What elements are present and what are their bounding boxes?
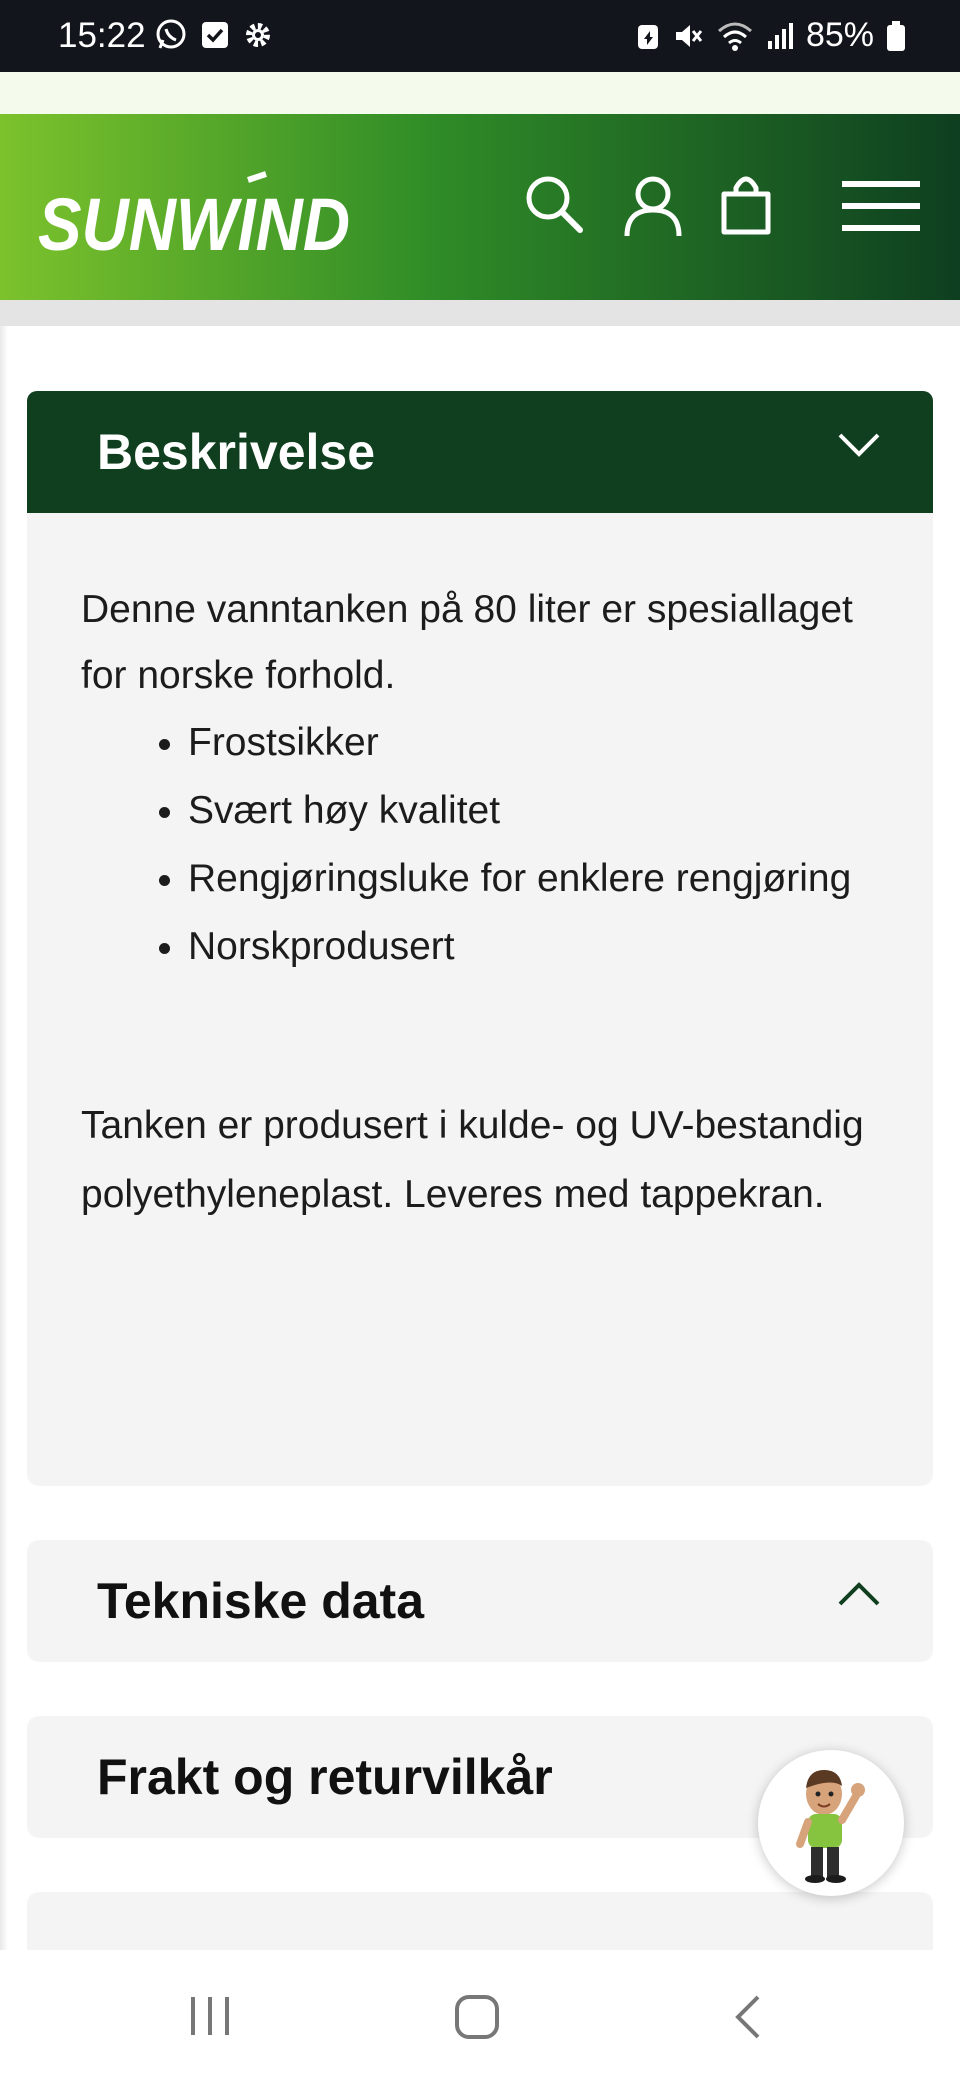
- header-shadow-strip: [0, 300, 960, 326]
- accordion-next-stub: [27, 1892, 933, 1950]
- status-time: 15:22: [58, 16, 146, 55]
- battery-saver-icon: [636, 21, 660, 51]
- accordion-title: Tekniske data: [97, 1573, 425, 1629]
- cart-icon[interactable]: [720, 174, 772, 236]
- accordion-technical-header[interactable]: [27, 1540, 933, 1662]
- status-bar: [0, 0, 960, 72]
- home-icon[interactable]: [454, 1994, 500, 2040]
- list-item: • Frostsikker: [188, 709, 879, 777]
- chevron-up-icon: [837, 1580, 881, 1608]
- accordion-title: Frakt og returvilkår: [97, 1749, 553, 1805]
- chat-support-button[interactable]: [758, 1750, 904, 1896]
- accordion-description-body: [27, 513, 933, 1486]
- support-mascot-icon: [758, 1750, 904, 1896]
- whatsapp-icon: [154, 18, 188, 52]
- signal-icon: [766, 21, 794, 51]
- system-nav-bar: [0, 1950, 960, 2080]
- feature-list: [81, 709, 879, 981]
- battery-percentage: 85%: [805, 16, 874, 54]
- list-item: • Svært høy kvalitet: [188, 777, 879, 845]
- mute-icon: [672, 20, 704, 52]
- settings-icon: [242, 19, 274, 51]
- recent-apps-icon[interactable]: [188, 1994, 232, 2038]
- battery-icon: [886, 20, 906, 52]
- svg-text:SUNWIND: SUNWIND: [38, 183, 350, 266]
- checkbox-icon: [200, 20, 230, 50]
- description-intro: Denne vanntanken på 80 liter er spesiallaget for norske forhold.: [81, 588, 853, 697]
- description-paragraph: Tanken er produsert i kulde- og UV-bestandig polyethyleneplast. Leveres med tappekran.: [81, 1104, 864, 1216]
- notice-strip: [0, 72, 960, 114]
- chevron-down-icon: [837, 431, 881, 459]
- wifi-icon: [716, 20, 754, 52]
- accordion-title: Beskrivelse: [97, 424, 376, 480]
- list-item: • Norskprodusert: [188, 913, 879, 981]
- back-icon[interactable]: [732, 1994, 762, 2040]
- menu-icon[interactable]: [842, 180, 920, 232]
- accordion-description-header[interactable]: [27, 391, 933, 513]
- site-header: [0, 114, 960, 300]
- sunwind-logo[interactable]: [36, 172, 356, 265]
- list-item: • Rengjøringsluke for enklere rengjøring: [188, 845, 879, 913]
- search-icon[interactable]: [524, 174, 584, 236]
- left-edge-shadow: [0, 326, 8, 1950]
- account-icon[interactable]: [622, 174, 684, 238]
